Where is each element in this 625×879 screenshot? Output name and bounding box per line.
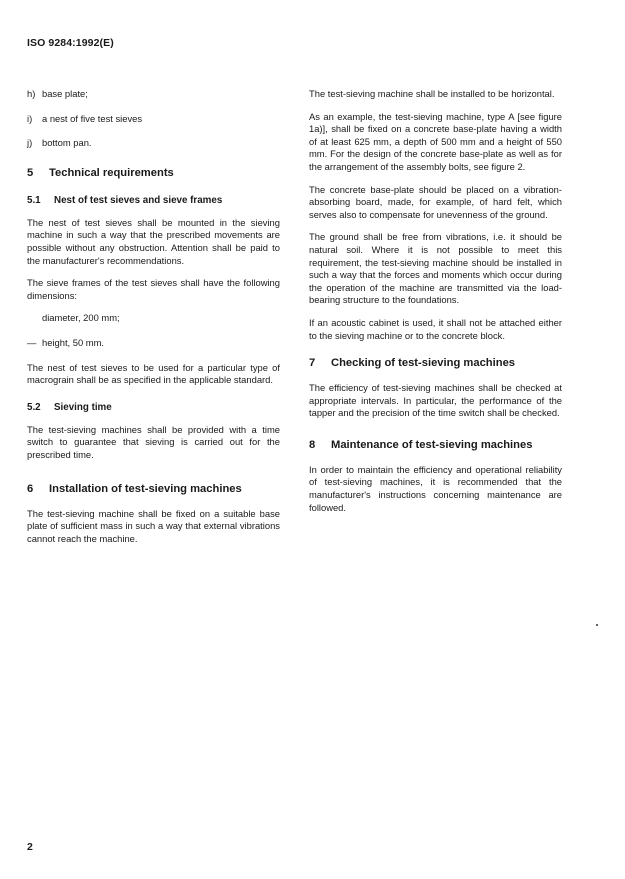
subsection-heading-5-1 (27, 194, 280, 207)
right-column (309, 88, 562, 524)
paragraph: If an acoustic cabinet is used, it shall not be attached either to the sieving machine or to the concrete block. (309, 316, 562, 341)
section-number: 6 (27, 482, 34, 495)
paragraph: In order to maintain the efficiency and operational reliability of test-sieving machines, it is recommended that the manufacturer's instructions concerning maintenance are followed. (309, 463, 562, 513)
paragraph: The concrete base-plate should be placed on a vibration-absorbing board, made, for example, of hard felt, which serves also to compensate for unevenness of the ground. (309, 183, 562, 220)
dimension-item: diameter, 200 mm; (42, 312, 120, 324)
section-title: Checking of test-sieving machines (331, 357, 516, 370)
dimension-text: height, 50 mm. (42, 336, 105, 348)
paragraph: As an example, the test-sieving machine, type A [see figure 1a)], shall be fixed on a concrete base-plate having a width of at least 625 mm, a depth of 500 mm and a height of 550 mm. For the design of the concrete base-plate as well as for the arrangement of the assembly bolts, see figure 2. (309, 110, 562, 172)
section-heading-5 (27, 166, 280, 180)
section-heading-6 (27, 482, 280, 496)
paragraph: The test-sieving machine shall be installed to be horizontal. (309, 88, 555, 99)
subsection-title: Sieving time (54, 401, 112, 413)
subsection-number: 5.2 (27, 401, 41, 413)
section-number: 8 (309, 438, 316, 451)
subsection-title: Nest of test sieves and sieve frames (54, 194, 223, 206)
section-title: Technical requirements (49, 166, 174, 179)
section-heading-7 (309, 356, 562, 370)
section-number: 7 (309, 357, 316, 370)
paragraph: The test-sieving machines shall be provided with a time switch to guarantee that sieving is carried out for the prescribed time. (27, 423, 280, 460)
list-item-text: bottom pan. (42, 137, 92, 149)
document-header: ISO 9284:1992(E) (27, 37, 114, 49)
left-column (27, 88, 280, 555)
page-number: 2 (27, 841, 33, 853)
list-item-text: a nest of five test sieves (42, 112, 143, 124)
paragraph: The nest of test sieves shall be mounted in the sieving machine in such a way that the prescribed movements are possible without any obstruction. Attention shall be paid to the manufacturer's recommendations. (27, 216, 280, 266)
scan-speck (596, 624, 598, 626)
list-item (27, 113, 280, 126)
list-item-label: j) (27, 137, 33, 149)
list-item-label: i) (27, 112, 33, 124)
section-title: Installation of test-sieving machines (49, 482, 242, 495)
dimension-item (27, 337, 280, 350)
list-item-text: base plate; (42, 88, 88, 99)
paragraph: The test-sieving machine shall be fixed on a suitable base plate of sufficient mass in such a way that external vibrations cannot reach the machine. (27, 507, 280, 544)
section-heading-8 (309, 438, 562, 452)
subsection-number: 5.1 (27, 194, 41, 206)
paragraph: The efficiency of test-sieving machines shall be checked at appropriate intervals. In particular, the performance of the tapper and the precision of the time switch shall be checked. (309, 382, 562, 419)
list-item (27, 88, 280, 101)
paragraph: The sieve frames of the test sieves shall have the following dimensions: (27, 277, 280, 301)
subsection-heading-5-2 (27, 401, 280, 414)
paragraph: The nest of test sieves to be used for a particular type of macrograin shall be as specified in the applicable standard. (27, 361, 280, 386)
section-title: Maintenance of test-sieving machines (331, 438, 533, 451)
dash-marker: — (27, 336, 37, 348)
list-item (27, 137, 280, 150)
section-number: 5 (27, 166, 34, 179)
paragraph: The ground shall be free from vibrations, i.e. it should be natural soil. Where it is not possible to meet this requirement, the test-sieving machine should be installed in such a way that the forces and moments which occur during the operation of the machine are transmitted via the load-bearing structure to the foundations. (309, 231, 562, 306)
list-item-label: h) (27, 88, 36, 99)
